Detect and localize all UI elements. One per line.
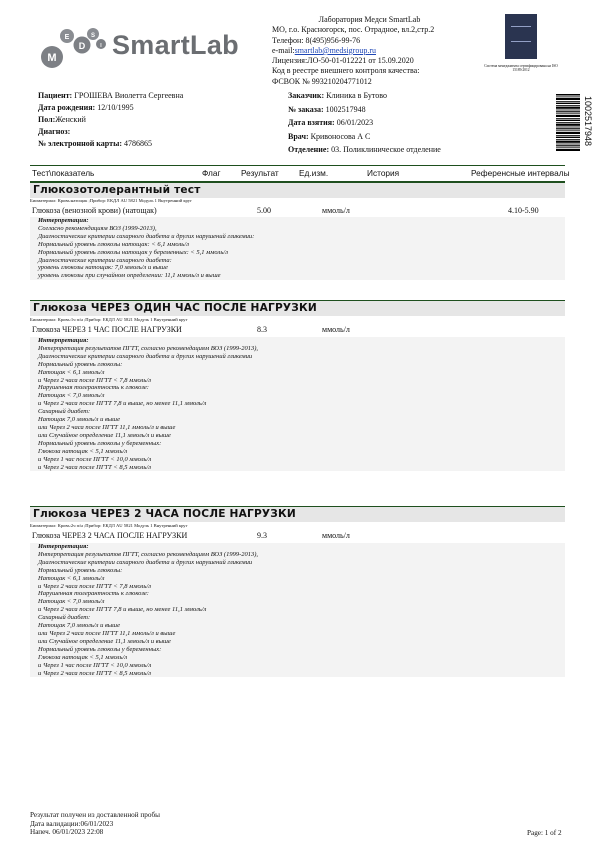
logo-letter-d: D: [78, 41, 86, 51]
interp-line: или Случайное определение 11,1 ммоль/л и выше: [38, 431, 171, 439]
order-info: [288, 91, 518, 159]
interp-line: или Через 2 часа после ПГТТ 11,1 ммоль/л и выше: [38, 629, 176, 637]
interp-line: и Через 2 часа после ПГТТ < 7,8 ммоль/л: [38, 376, 151, 384]
patient-name: ГРОШЕВА Виолетта Сергеевна: [74, 91, 184, 100]
patient-name-label: Пациент:: [38, 91, 73, 100]
col-test: Тест\показатель: [32, 168, 95, 178]
interp-line: Нормальный уровень глюкозы:: [38, 566, 123, 574]
patient-sex-label: Пол:: [38, 114, 56, 124]
test-result: 5.00: [257, 206, 271, 215]
interp-line: и Через 2 часа после ПГТТ 7,8 и выше, но менее 11,1 ммоль/л: [38, 606, 207, 614]
lab-email-label: e-mail:: [272, 45, 295, 55]
section-title: [30, 506, 565, 522]
interp-line: Диагностические критерии сахарного диабета и других нарушений гликемии:: [38, 232, 255, 240]
footer-validation-date: Дата валидации:06/01/2023: [30, 819, 114, 828]
customer-value: Клиника в Бутово: [326, 91, 387, 100]
department-value: 03. Поликлиническое отделение: [331, 145, 441, 155]
logo-letter-s: S: [90, 33, 96, 39]
interp-line: Натощак < 7,0 ммоль/л: [38, 598, 105, 606]
logo-letter-m: M: [47, 52, 57, 64]
interpretation-title: Интерпретация:: [38, 337, 89, 344]
interp-line: Натощак 7,0 ммоль/л и выше: [38, 622, 120, 630]
test-result: 8.3: [257, 325, 267, 334]
lab-quality-code: Код в реестре внешнего контроля качества:: [272, 66, 420, 76]
test-unit: ммоль/л: [322, 206, 350, 215]
interp-line: Нормальный уровень глюкозы у беременных:: [38, 645, 162, 653]
section-title-text: Глюкоза ЧЕРЕЗ ОДИН ЧАС ПОСЛЕ НАГРУЗКИ: [33, 302, 317, 314]
patient-info: [38, 91, 268, 151]
lab-license: Лицензия:ЛО-50-01-012221 от 15.09.2020: [272, 56, 414, 66]
interp-line: Согласно рекомендациям ВОЗ (1999-2013),: [38, 224, 157, 232]
interp-line: Диагностические критерии сахарного диабета и других нарушений гликемии: [38, 352, 253, 360]
section-title: [30, 182, 565, 198]
interpretation-title: Интерпретация:: [38, 217, 89, 224]
biomaterial-line: Биоматериал: Кровь:1ч п/н ;Прибор: ЕКДЛ AU 5821 Модуль 1 Внутренний круг: [30, 317, 188, 322]
interp-line: Сахарный диабет:: [38, 408, 91, 416]
test-unit: ммоль/л: [322, 325, 350, 334]
lab-email-link[interactable]: smartlab@medsigroup.ru: [294, 45, 377, 55]
interp-line: Сахарный диабет:: [38, 614, 91, 622]
interpretation-block: [30, 217, 565, 280]
doctor-name: Кривоносова А С: [310, 131, 371, 141]
interpretation-title: Интерпретация:: [38, 543, 89, 550]
lab-email-row: [272, 46, 467, 56]
patient-diag-label: Диагноз:: [38, 126, 71, 136]
page-number: Page: 1 of 2: [527, 829, 562, 837]
patient-dob-label: Дата рождения:: [38, 102, 96, 112]
interp-line: и Через 2 часа после ПГТТ < 8,5 ммоль/л: [38, 669, 151, 677]
test-name: Глюкоза ЧЕРЕЗ 1 ЧАС ПОСЛЕ НАГРУЗКИ: [32, 325, 182, 334]
customer-label: Заказчик:: [288, 91, 325, 100]
col-result: Результат: [241, 168, 279, 178]
doctor-label: Врач:: [288, 131, 309, 141]
section-title: [30, 300, 565, 316]
col-ref: Референсные интервалы: [471, 168, 570, 178]
interp-line: и Через 1 час после ПГТТ < 10,0 ммоль/л: [38, 455, 152, 463]
result-row: [30, 325, 565, 335]
interp-line: Натощак < 7,0 ммоль/л: [38, 392, 105, 400]
interp-line: Диагностические критерии сахарного диабета:: [38, 256, 172, 264]
interp-line: и Через 2 часа после ПГТТ 7,8 и выше, но менее 11,1 ммоль/л: [38, 400, 207, 408]
patient-sex: Женский: [55, 114, 86, 124]
interpretation-block: [30, 337, 565, 471]
interp-line: Диагностические критерии сахарного диабета и других нарушений гликемии: [38, 558, 253, 566]
col-unit: Ед.изм.: [299, 168, 329, 178]
interp-line: Нормальный уровень глюкозы у беременных:: [38, 439, 162, 447]
barcode-number: 1002517948: [583, 96, 593, 147]
interp-line: Натощак < 6,1 ммоль/л: [38, 574, 105, 582]
biomaterial-line: Биоматериал: Кровь:2ч п/н ;Прибор: ЕКДЛ AU 5821 Модуль 1 Внутренний круг: [30, 523, 188, 528]
interpretation-block: [30, 543, 565, 677]
interp-line: Натощак < 6,1 ммоль/л: [38, 368, 105, 376]
patient-card-label: № электронной карты:: [38, 138, 122, 148]
result-row: [30, 206, 565, 216]
order-number: 1002517948: [325, 104, 366, 114]
col-flag: Флаг: [202, 168, 221, 178]
test-name: Глюкоза ЧЕРЕЗ 2 ЧАСА ПОСЛЕ НАГРУЗКИ: [32, 531, 188, 540]
logo-wordmark: SmartLab: [112, 30, 239, 60]
interp-line: Нарушенная толерантность к глюкозе:: [38, 590, 149, 598]
interp-line: или Случайное определение 11,1 ммоль/л и выше: [38, 637, 171, 645]
lab-phone: Телефон: 8(495)956-99-76: [272, 35, 361, 45]
logo-letter-e: E: [64, 34, 70, 41]
interp-line: уровень глюкозы натощак: 7,0 ммоль/л и выше: [38, 264, 168, 272]
interp-line: и Через 2 часа после ПГТТ < 7,8 ммоль/л: [38, 582, 151, 590]
interp-line: и Через 1 час после ПГТТ < 10,0 ммоль/л: [38, 661, 152, 669]
result-row: [30, 531, 565, 541]
sample-date: 06/01/2023: [336, 118, 374, 128]
certificate-caption: Система менеджмента сертифицирована на ISO 15189:2012: [484, 64, 558, 72]
interp-line: Нарушенная толерантность к глюкозе:: [38, 384, 149, 392]
patient-card: 4786865: [123, 138, 152, 148]
interp-line: или Через 2 часа после ПГТТ 11,1 ммоль/л и выше: [38, 423, 176, 431]
interp-line: Нормальный уровень глюкозы:: [38, 360, 123, 368]
department-label: Отделение:: [288, 145, 330, 155]
test-ref: 4.10-5.90: [508, 206, 539, 215]
interp-line: уровень глюкозы при случайном определении: 11,1 ммоль/л и выше: [38, 272, 221, 280]
interp-line: и Через 2 часа после ПГТТ < 8,5 ммоль/л: [38, 463, 151, 471]
interp-line: Интерпретация результатов ПГТТ, согласно рекомендациям ВОЗ (1999-2013),: [38, 344, 259, 352]
patient-dob: 12/10/1995: [97, 102, 134, 112]
medsi-logo-icon: [40, 24, 112, 76]
test-unit: ммоль/л: [322, 531, 350, 540]
test-result: 9.3: [257, 531, 267, 540]
certificate-icon: [505, 14, 537, 59]
footer-result-note: Результат получен из доставленной пробы: [30, 811, 160, 819]
sample-date-label: Дата взятия:: [288, 118, 335, 128]
footer-print-date: Напеч. 06/01/2023 22:08: [30, 828, 104, 836]
interp-line: Глюкоза натощак < 5,1 ммоль/л: [38, 653, 128, 661]
smartlab-logo: [40, 24, 260, 76]
order-number-label: № заказа:: [288, 104, 324, 114]
interp-line: Натощак 7,0 ммоль/л и выше: [38, 416, 120, 424]
footer-info: [30, 811, 210, 837]
lab-address: МО, г.о. Красногорск, пос. Отрадное, вл.2,стр.2: [272, 25, 435, 35]
interp-line: Глюкоза натощак < 5,1 ммоль/л: [38, 447, 128, 455]
section-title-text: Глюкоза ЧЕРЕЗ 2 ЧАСА ПОСЛЕ НАГРУЗКИ: [33, 508, 296, 520]
lab-title: Лаборатория Медси SmartLab: [318, 15, 421, 24]
interp-line: Нормальный уровень глюкозы натощак: < 6,1 ммоль/л: [38, 240, 189, 248]
lab-info: [272, 15, 467, 87]
test-name: Глюкоза (венозной крови) (натощак): [32, 206, 157, 215]
biomaterial-line: Биоматериал: Кровь:натощак ;Прибор: ЕКДЛ AU 5821 Модуль 1 Внутренний круг: [30, 198, 192, 203]
interp-line: Интерпретация результатов ПГТТ, согласно рекомендациям ВОЗ (1999-2013),: [38, 550, 259, 558]
lab-fsvok: ФСВОК № 993210204771012: [272, 76, 372, 86]
col-history: История: [367, 168, 400, 178]
results-table-header: [30, 165, 570, 182]
section-title-text: Глюкозотолерантный тест: [33, 184, 201, 196]
logo-letter-i: I: [100, 43, 102, 49]
interp-line: Нормальный уровень глюкозы натощак у беременных: < 5,1 ммоль/л: [38, 248, 228, 256]
